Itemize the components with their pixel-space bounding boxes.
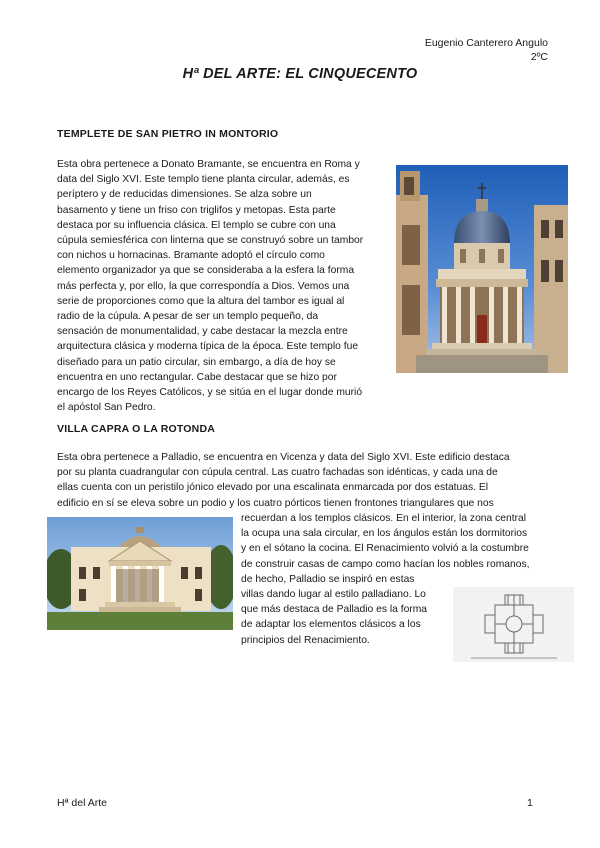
section-body-templete bbox=[57, 157, 392, 415]
line: encargo de los Reyes Católicos, y se sitúa en el lugar donde murió bbox=[57, 387, 363, 399]
section-body-rotonda-full bbox=[57, 450, 552, 511]
line: arquitectura clásica y moderna típica de la época. Este templo fue bbox=[57, 341, 359, 353]
line: períptero y de reducidas dimensiones. Se alza sobre un bbox=[57, 189, 312, 201]
section-heading-templete: TEMPLETE DE SAN PIETRO IN MONTORIO bbox=[57, 128, 279, 140]
templete-image bbox=[396, 165, 568, 373]
author-grade: 2ºC bbox=[530, 51, 548, 63]
line: principios del Renacimiento. bbox=[241, 634, 370, 646]
line: ellas cuenta con un peristilo jónico elevado por una escalinata enmarcada por dos estatuas. El bbox=[57, 482, 489, 494]
villa-capra-plan-image bbox=[453, 587, 574, 662]
line: por su planta cuadrangular con cúpula central. Las cuatro fachadas son idénticas, y cada una de bbox=[57, 467, 498, 479]
line: el apóstol San Pedro. bbox=[57, 402, 156, 414]
page-number: 1 bbox=[527, 797, 533, 809]
line: edificio en sí se eleva sobre un podio y los cuatro pórticos tienen frontones triangulares que nos bbox=[57, 497, 494, 509]
line: y en el sótano la cocina. El Renacimiento volvió a la costumbre bbox=[241, 543, 529, 555]
line: encuentra en uno rectangular. Cabe destacar que se hizo por bbox=[57, 371, 337, 383]
line: Esta obra pertenece a Donato Bramante, se encuentra en Roma y bbox=[57, 159, 360, 170]
line: de adaptar los elementos clásicos a los bbox=[241, 619, 421, 631]
footer-label: Hª del Arte bbox=[57, 797, 107, 809]
author-name: Eugenio Canterero Angulo bbox=[424, 37, 548, 49]
line: de hecho, Palladio se inspiró en estas bbox=[241, 573, 415, 585]
line: de construir casas de campo como hacían los nobles romanos, bbox=[241, 558, 530, 570]
line: cúpula semiesférica con linterna que se construyó sobre un tambor bbox=[57, 235, 364, 247]
line: recuerdan a los templos clásicos. En el interior, la zona central bbox=[241, 513, 527, 524]
line: Esta obra pertenece a Palladio, se encuentra en Vicenza y data del Siglo XVI. Este edificio destaca bbox=[57, 452, 510, 463]
line: radio de la cúpula. A pesar de ser un templo pequeño, da bbox=[57, 311, 319, 323]
line: data del Siglo XVI. Este templo tiene planta circular, además, es bbox=[57, 174, 350, 186]
line: basamento y tiene un friso con triglifos y metopas. Esta parte bbox=[57, 204, 336, 216]
author-block bbox=[425, 36, 548, 64]
line: diseñado para un patio circular, sin embargo, a día de hoy se bbox=[57, 356, 336, 368]
line: villas dando lugar al estilo palladiano. Lo bbox=[241, 589, 426, 601]
line: que más destaca de Palladio es la forma bbox=[241, 604, 428, 616]
line: con nichos u hornacinas. Bramante adoptó el círculo como bbox=[57, 250, 325, 262]
line: elemento organizador ya que se consideraba a la esfera la forma bbox=[57, 265, 355, 277]
villa-capra-image bbox=[47, 517, 233, 630]
line: sensación de monumentalidad, y cabe destacar la mezcla entre bbox=[57, 326, 348, 338]
line: la ocupa una sala circular, en los ángulos están los dormitorios bbox=[241, 528, 528, 540]
line: más perfecta y, por ello, la que correspondía a Dios. Vemos una bbox=[57, 280, 350, 292]
line: destaca por su influencia clásica. El templo se cubre con una bbox=[57, 219, 336, 231]
page-title: Hª DEL ARTE: EL CINQUECENTO bbox=[182, 66, 418, 82]
section-heading-rotonda: VILLA CAPRA O LA ROTONDA bbox=[57, 423, 216, 435]
line: serie de proporciones como que la altura del tambor es igual al bbox=[57, 295, 345, 307]
